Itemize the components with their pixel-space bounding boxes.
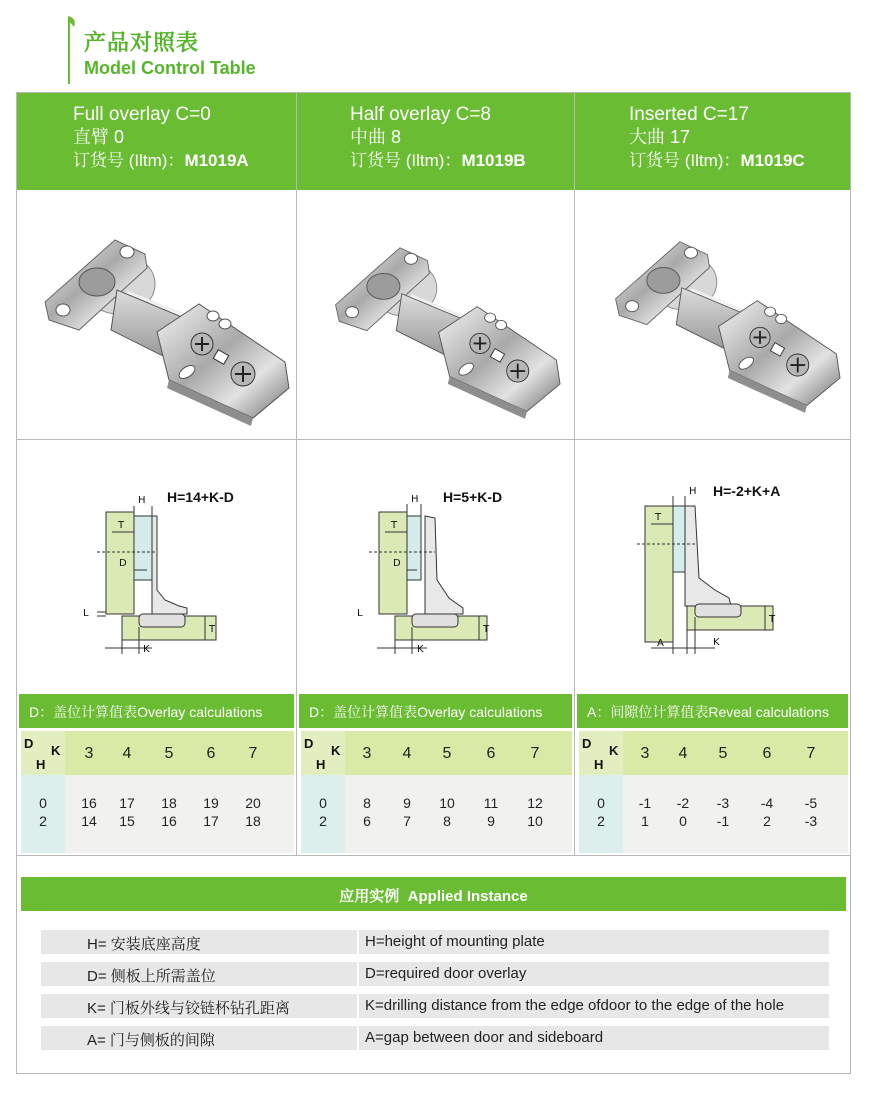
arm-type: 中曲 8 xyxy=(350,127,402,147)
svg-text:T: T xyxy=(209,624,216,635)
formula: H=-2+K+A xyxy=(713,483,781,499)
svg-text:K: K xyxy=(713,637,720,648)
h-header-col: 0 2 xyxy=(579,775,623,853)
order-number: 订货号 (Iltm)：M1019C xyxy=(629,151,805,170)
formula: H=14+K-D xyxy=(167,489,234,505)
model-column-c xyxy=(574,93,850,855)
calc-table xyxy=(579,731,848,853)
installation-drawing-icon xyxy=(17,440,296,693)
k-header-row: 3 4 5 6 7 xyxy=(623,731,848,775)
list-item: D= 侧板上所需盖位 D=required door overlay xyxy=(41,962,829,986)
order-code: M1019A xyxy=(184,151,249,170)
hinge-photo xyxy=(575,190,850,440)
svg-text:T: T xyxy=(118,520,125,531)
table-corner: D K H xyxy=(579,731,623,775)
page-title-cn: 产品对照表 xyxy=(84,31,200,56)
order-code: M1019B xyxy=(461,151,526,170)
calc-table xyxy=(301,731,572,853)
order-code: M1019C xyxy=(740,151,805,170)
svg-text:K: K xyxy=(417,644,424,655)
section-divider xyxy=(17,855,850,856)
h-header-col: 0 2 xyxy=(21,775,65,853)
table-corner: D K H xyxy=(21,731,65,775)
model-column-a xyxy=(17,93,296,855)
model-control-table xyxy=(16,92,851,1074)
order-number: 订货号 (Iltm)：M1019A xyxy=(73,151,249,170)
svg-text:L: L xyxy=(357,608,363,619)
calc-table-title: D：盖位计算值表Overlay calculations xyxy=(19,694,294,728)
model-column-b xyxy=(296,93,574,855)
table-body: 8 9 10 11 12 6 7 8 9 10 xyxy=(345,775,572,853)
table-body: -1 -2 -3 -4 -5 1 0 -1 2 -3 xyxy=(623,775,848,853)
order-number: 订货号 (Iltm)：M1019B xyxy=(350,151,526,170)
list-item: A= 门与侧板的间隙 A=gap between door and sideboard xyxy=(41,1026,829,1050)
hinge-photo xyxy=(297,190,574,440)
overlay-type: Inserted C=17 xyxy=(629,104,749,125)
arm-type: 大曲 17 xyxy=(629,127,691,147)
installation-drawing-icon xyxy=(575,440,851,693)
svg-text:L: L xyxy=(83,608,89,619)
svg-text:H: H xyxy=(689,486,697,497)
svg-text:T: T xyxy=(655,512,662,523)
arm-type: 直臂 0 xyxy=(73,127,125,147)
list-item: H= 安装底座高度 H=height of mounting plate xyxy=(41,930,829,954)
hinge-photo xyxy=(17,190,296,440)
list-item: K= 门板外线与铰链杯钻孔距离 K=drilling distance from the edge ofdoor to the edge of the hole xyxy=(41,994,829,1018)
formula: H=5+K-D xyxy=(443,489,503,505)
table-corner: D K H xyxy=(301,731,345,775)
svg-text:T: T xyxy=(483,624,490,635)
svg-text:D: D xyxy=(393,558,401,569)
hinge-image-icon xyxy=(575,190,851,440)
svg-text:H: H xyxy=(138,495,146,506)
h-header-col: 0 2 xyxy=(301,775,345,853)
svg-text:T: T xyxy=(769,614,776,625)
calc-table xyxy=(21,731,294,853)
overlay-type: Full overlay C=0 xyxy=(73,104,211,125)
installation-diagram xyxy=(297,440,574,693)
k-header-row: 3 4 5 6 7 xyxy=(345,731,572,775)
svg-text:A: A xyxy=(657,638,664,649)
calc-table-title: D：盖位计算值表Overlay calculations xyxy=(299,694,572,728)
hinge-image-icon xyxy=(297,190,575,440)
installation-drawing-icon xyxy=(297,440,575,693)
column-header xyxy=(297,93,574,190)
title-marker-icon xyxy=(64,14,78,86)
applied-instance-title: 应用实例 Applied Instance xyxy=(21,877,846,911)
table-body: 16 17 18 19 20 14 15 16 17 18 xyxy=(65,775,294,853)
page-title-en: Model Control Table xyxy=(84,58,256,78)
column-header xyxy=(17,93,296,190)
svg-text:H: H xyxy=(411,494,419,505)
calc-table-title: A：间隙位计算值表Reveal calculations xyxy=(577,694,848,728)
hinge-image-icon xyxy=(17,190,296,440)
overlay-type: Half overlay C=8 xyxy=(350,104,491,125)
applied-legend xyxy=(41,930,829,1058)
svg-text:D: D xyxy=(119,558,127,569)
installation-diagram xyxy=(17,440,296,693)
k-header-row: 3 4 5 6 7 xyxy=(65,731,294,775)
svg-text:K: K xyxy=(143,644,150,655)
installation-diagram xyxy=(575,440,850,693)
column-header xyxy=(575,93,850,190)
svg-text:T: T xyxy=(391,520,398,531)
